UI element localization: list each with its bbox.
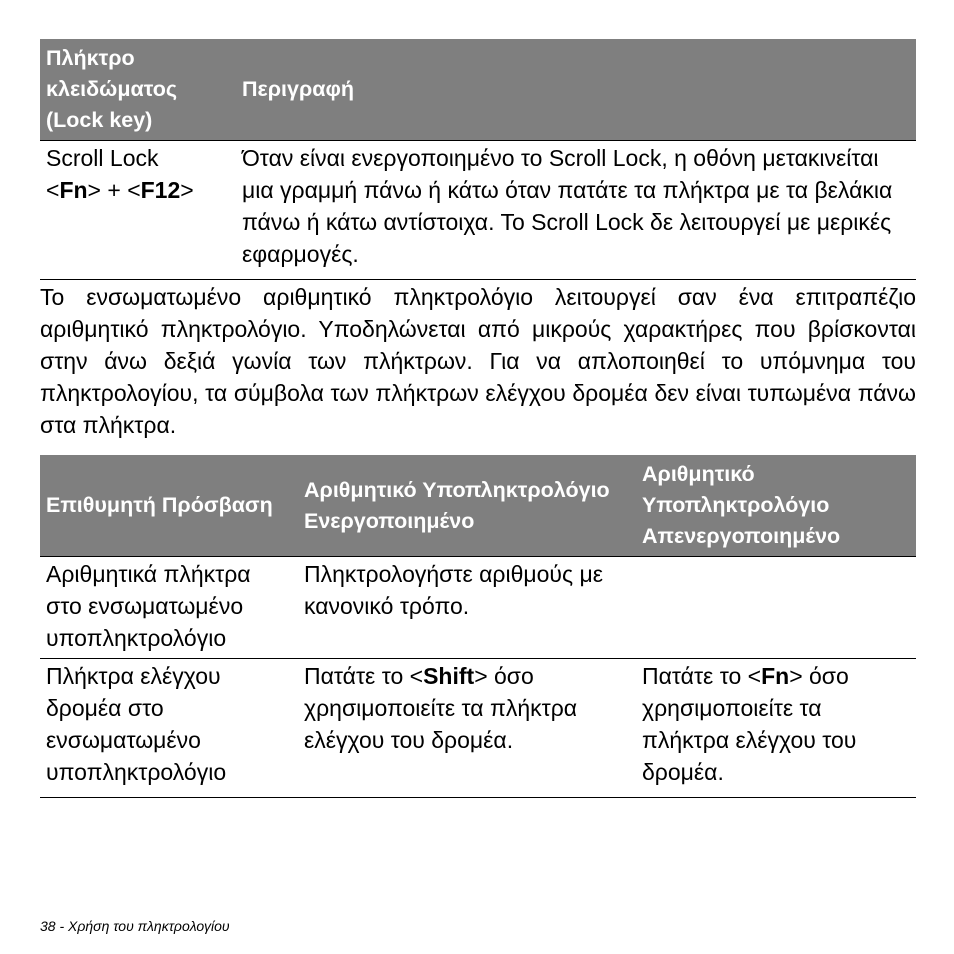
cell-text-post: > όσο χρησιμοποιείτε τα πλήκτρα ελέγχου του δρομέα.	[304, 663, 578, 753]
cell-text-pre: Πατάτε το <	[642, 663, 762, 689]
lock-key-description: Όταν είναι ενεργοποιημένο το Scroll Lock, η οθόνη μετακινείται μια γραμμή πάνω ή κάτω όταν πατάτε τα πλήκτρα με τα βελάκια πάνω ή κάτω αντίστοιχα. Το Scroll Lock δε λειτουργεί με μερικές εφαρμογές.	[236, 141, 916, 280]
cell-text-post: > όσο χρησιμοποιείτε τα πλήκτρα ελέγχου του δρομέα.	[642, 663, 857, 785]
keypad-on-cell: Πληκτρολογήστε αριθμούς με κανονικό τρόπο.	[298, 557, 636, 659]
combo-bracket: <	[46, 177, 60, 203]
combo-key-fn: Fn	[59, 177, 88, 203]
keypad-off-cell	[636, 557, 916, 659]
lock-table-header-key: Πλήκτρο κλειδώματος (Lock key)	[40, 39, 236, 141]
numpad-table-header-row	[40, 455, 916, 557]
access-cell: Πλήκτρα ελέγχου δρομέα στο ενσωματωμένο υποπληκτρολόγιο	[40, 659, 298, 798]
lock-key-cell	[40, 141, 236, 280]
table-row	[40, 659, 916, 798]
combo-separator: > + <	[87, 177, 141, 203]
key-combo	[46, 177, 194, 203]
access-cell: Αριθμητικά πλήκτρα στο ενσωματωμένο υποπληκτρολόγιο	[40, 557, 298, 659]
combo-bracket: >	[180, 177, 194, 203]
page-footer: 38 - Χρήση του πληκτρολογίου	[40, 918, 230, 934]
lock-key-table	[40, 39, 916, 280]
numpad-paragraph: Το ενσωματωμένο αριθμητικό πληκτρολόγιο λειτουργεί σαν ένα επιτραπέζιο αριθμητικό πληκτρολόγιο. Υποδηλώνεται από μικρούς χαρακτήρες που βρίσκονται στην άνω δεξιά γωνία των πλήκτρων. Για να απλοποιηθεί το υπόμνημα του πληκτρολογίου, τα σύμβολα των πλήκτρων ελέγχου δρομέα δεν είναι τυπωμένα πάνω στα πλήκτρα.	[40, 284, 916, 438]
header-keypad-on: Αριθμητικό Υποπληκτρολόγιο Ενεργοποιημένο	[298, 455, 636, 557]
keypad-off-cell	[636, 659, 916, 798]
keypad-on-cell	[298, 659, 636, 798]
fn-key-label: Fn	[761, 663, 790, 689]
shift-key-label: Shift	[423, 663, 475, 689]
header-desired-access: Επιθυμητή Πρόσβαση	[40, 455, 298, 557]
cell-text-pre: Πατάτε το <	[304, 663, 424, 689]
lock-key-name: Scroll Lock	[46, 145, 159, 171]
header-keypad-off: Αριθμητικό Υποπληκτρολόγιο Απενεργοποιημένο	[636, 455, 916, 557]
numpad-table	[40, 455, 916, 798]
table-row	[40, 141, 916, 280]
lock-table-header-description: Περιγραφή	[236, 39, 916, 141]
table-row	[40, 557, 916, 659]
lock-table-header-row	[40, 39, 916, 141]
combo-key-f12: F12	[140, 177, 181, 203]
